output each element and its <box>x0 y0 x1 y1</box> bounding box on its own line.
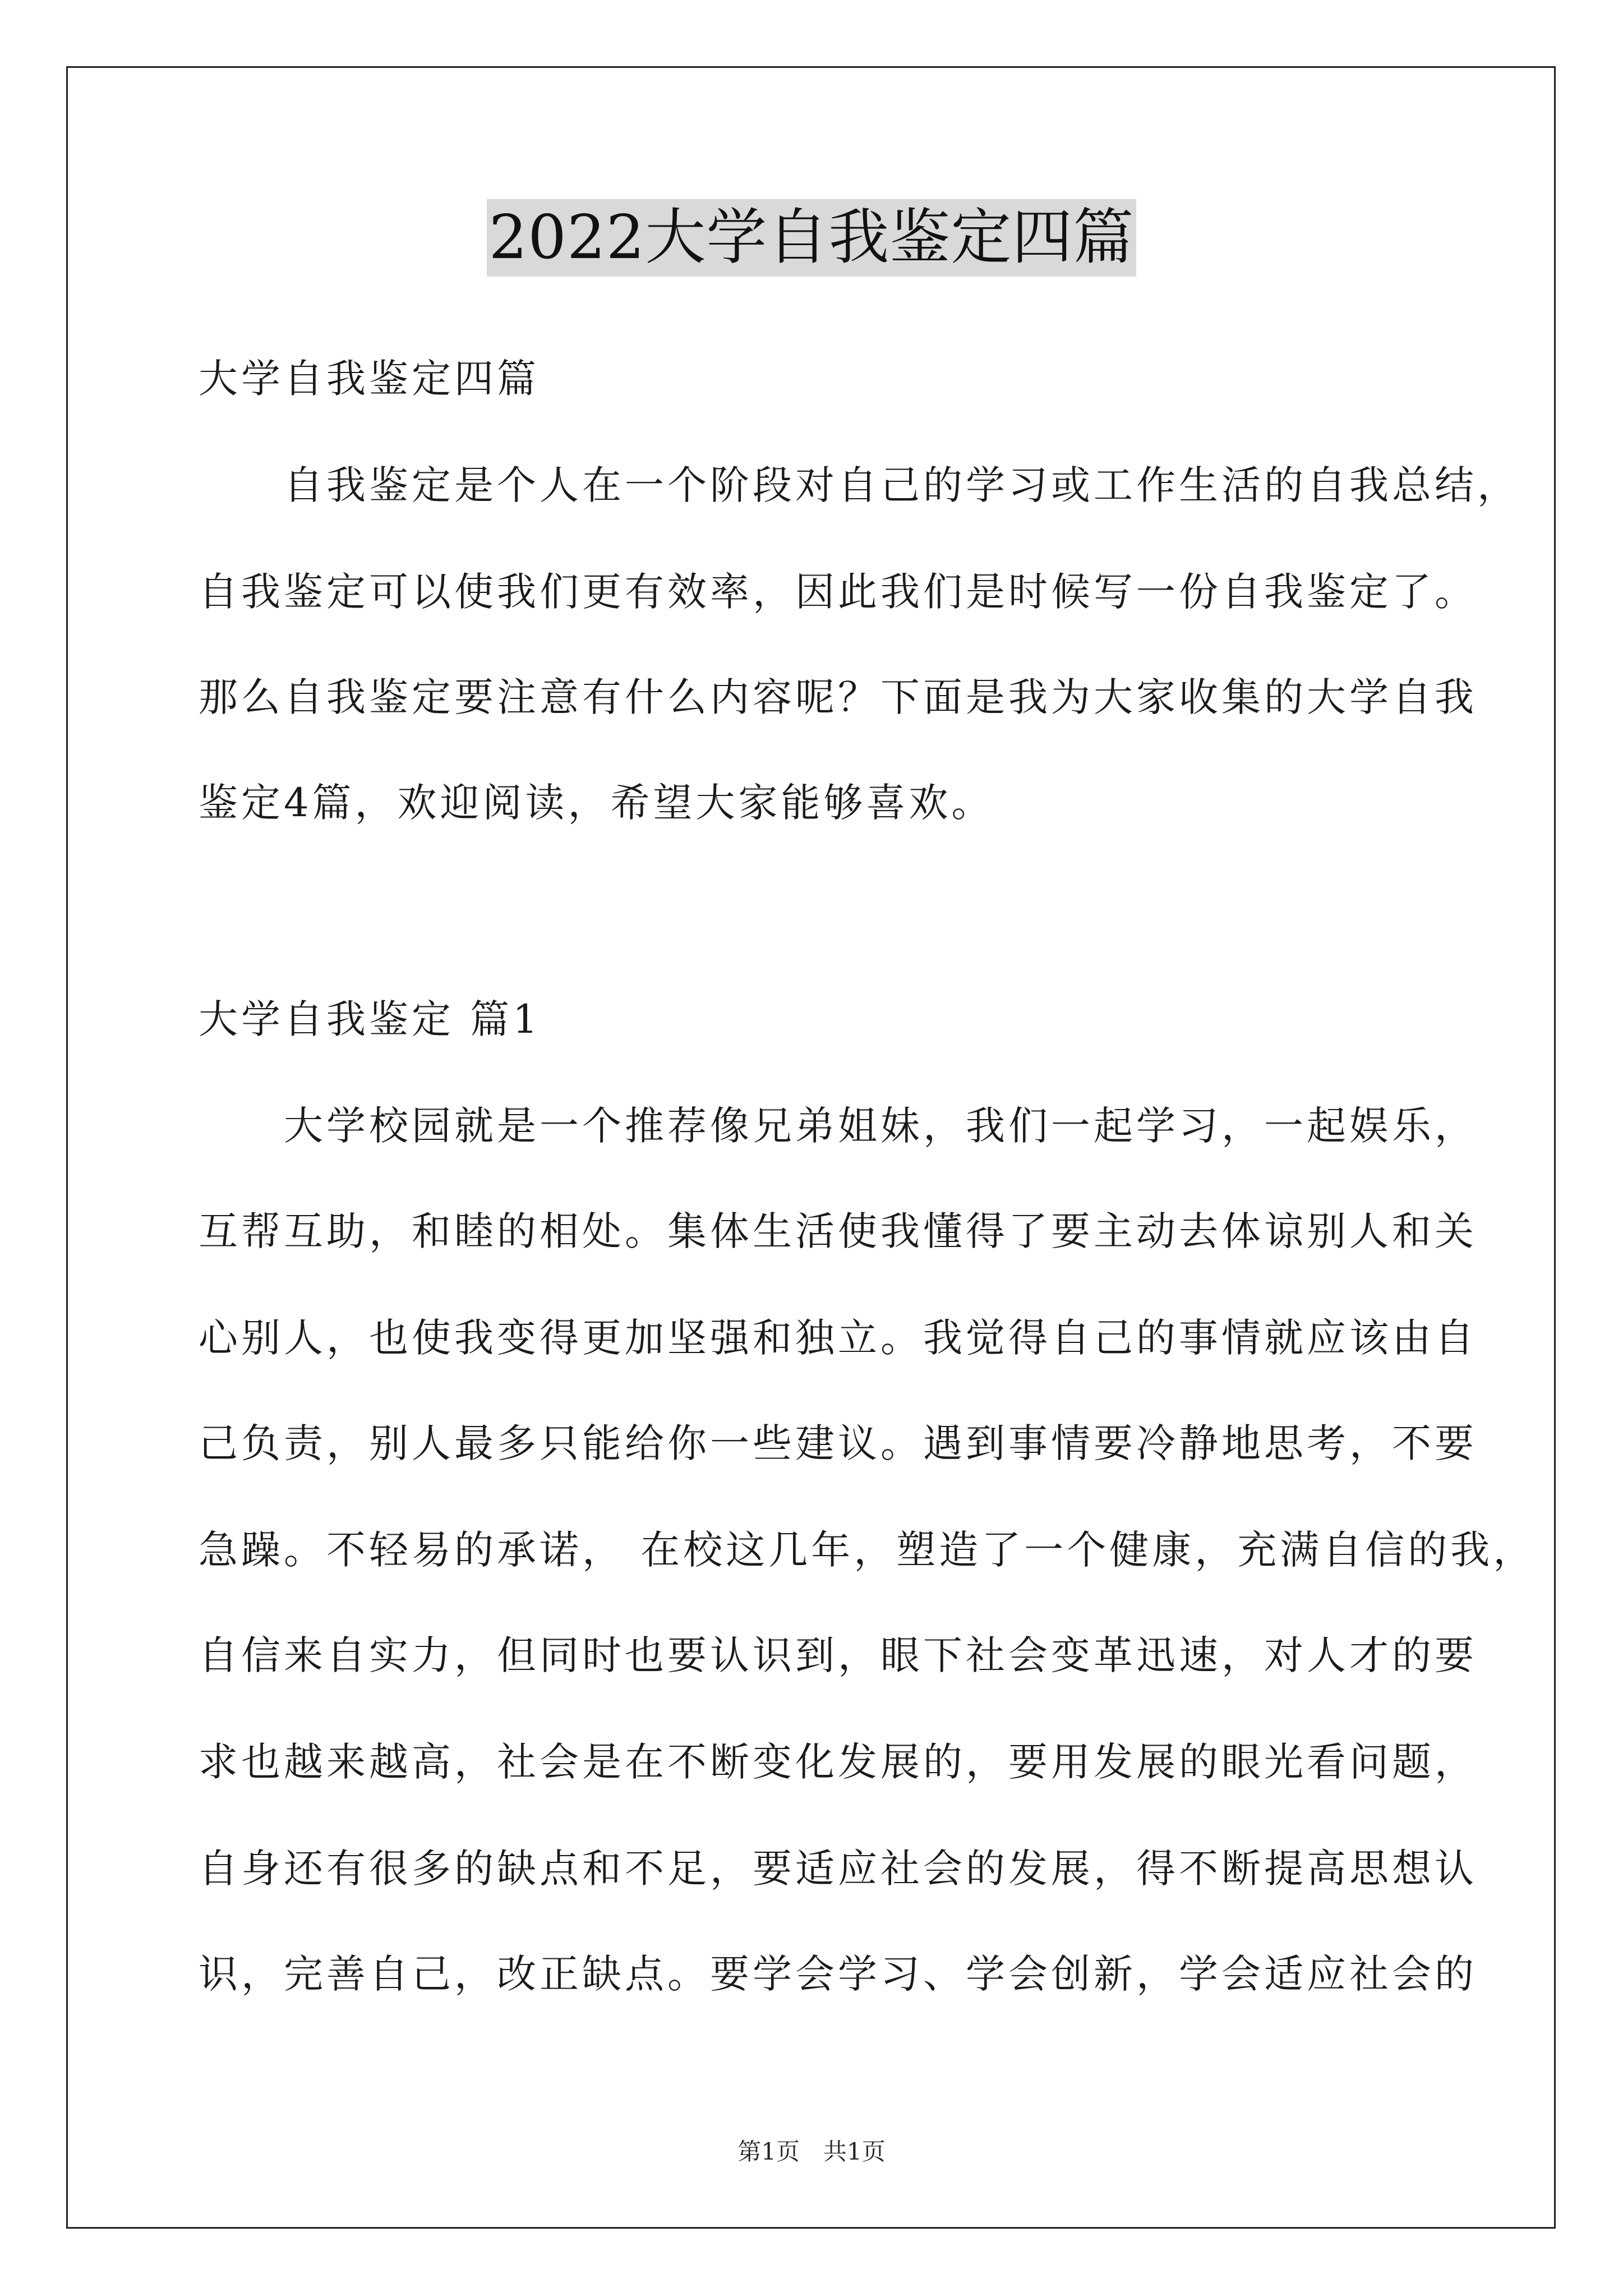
body-line: 大学校园就是一个推荐像兄弟姐妹，我们一起学习，一起娱乐， <box>199 1103 1477 1149</box>
body-line: 互帮互助，和睦的相处。集体生活使我懂得了要主动去体谅别人和关 <box>199 1208 1477 1254</box>
body-line: 自身还有很多的缺点和不足，要适应社会的发展，得不断提高思想认 <box>199 1846 1477 1892</box>
intro-line: 自我鉴定是个人在一个阶段对自己的学习或工作生活的自我总结， <box>199 462 1520 508</box>
intro-line: 自我鉴定可以使我们更有效率，因此我们是时候写一份自我鉴定了。 <box>199 569 1477 615</box>
intro-line: 那么自我鉴定要注意有什么内容呢？下面是我为大家收集的大学自我 <box>199 674 1477 720</box>
body-line: 求也越来越高，社会是在不断变化发展的，要用发展的眼光看问题， <box>199 1739 1477 1785</box>
body-line: 己负责，别人最多只能给你一些建议。遇到事情要冷静地思考，不要 <box>199 1420 1477 1466</box>
body-line: 急躁。不轻易的承诺， 在校这几年，塑造了一个健康，充满自信的我， <box>199 1527 1536 1573</box>
body-line: 心别人，也使我变得更加坚强和独立。我觉得自己的事情就应该由自 <box>199 1315 1477 1361</box>
section-heading: 大学自我鉴定 篇1 <box>199 996 541 1042</box>
body-line: 识，完善自己，改正缺点。要学会学习、学会创新，学会适应社会的 <box>199 1951 1477 1997</box>
page-footer: 第1页 共1页 <box>737 2138 886 2165</box>
intro-line: 鉴定4篇，欢迎阅读，希望大家能够喜欢。 <box>199 780 994 826</box>
body-line: 自信来自实力，但同时也要认识到，眼下社会变革迅速，对人才的要 <box>199 1632 1477 1678</box>
document-title: 2022大学自我鉴定四篇 <box>487 199 1137 277</box>
subtitle: 大学自我鉴定四篇 <box>199 356 540 402</box>
title-container <box>0 199 1623 277</box>
